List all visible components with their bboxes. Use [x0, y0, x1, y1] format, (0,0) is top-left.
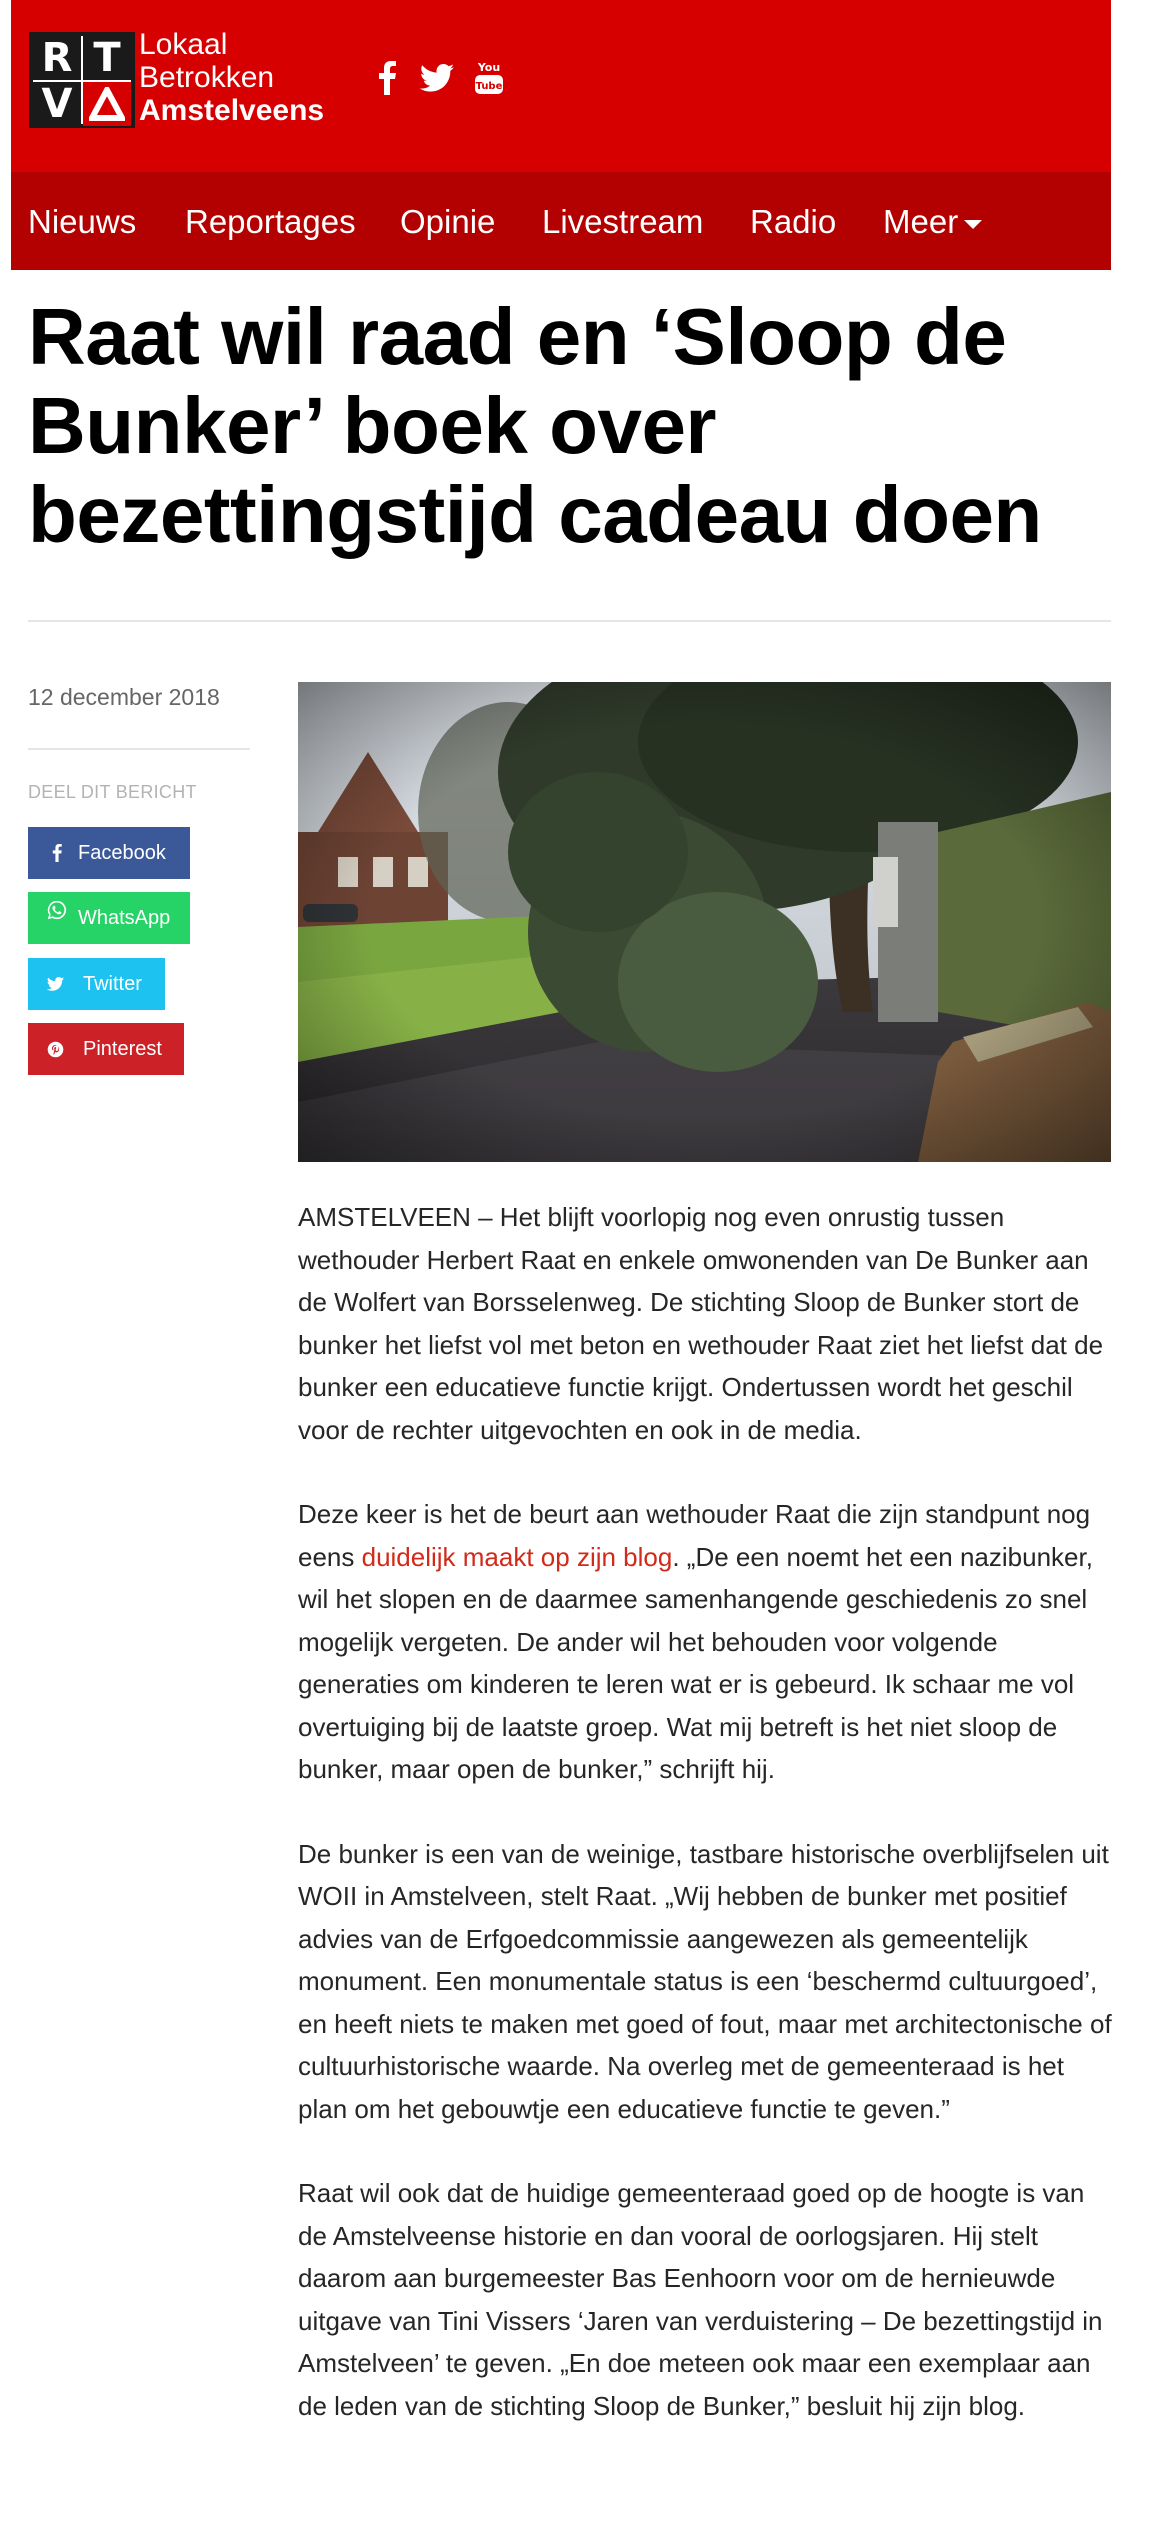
nav-item-opinie[interactable]: Opinie: [400, 203, 496, 240]
logo-letter-t: T: [83, 36, 131, 80]
paragraph-2-text-after: . „De een noemt het een nazibunker, wil het slopen en de daarmee samenhangende geschiedenis zo snel mogelijk vergeten. De ander wil het behouden voor volgende generaties om kinderen te leren wat er is gebeurd. Ik schaar me vol overtuiging bij de laatste groep. Wat mij betreft is het niet sloop de bunker, maar open de bunker,” schrijft hij.: [298, 1541, 1093, 1784]
share-facebook-button[interactable]: [28, 827, 190, 879]
rtva-logo[interactable]: [29, 32, 135, 128]
share-pinterest-button[interactable]: [28, 1023, 184, 1075]
share-whatsapp-button[interactable]: [28, 892, 190, 944]
svg-text:Tube: Tube: [475, 81, 503, 92]
logo-letter-a: [83, 82, 131, 126]
paragraph-2-text-before: Deze keer is het de beurt aan wethouder Raat die zijn standpunt nog eens: [298, 1499, 1091, 1572]
youtube-icon[interactable]: [473, 58, 505, 98]
title-divider: [28, 620, 1111, 622]
share-pinterest-label: Pinterest: [83, 1037, 162, 1060]
article-paragraph-2: [298, 1493, 1113, 1791]
article-paragraph-4: Raat wil ook dat de huidige gemeenteraad goed op de hoogte is van de Amstelveense historie en dan vooral de oorlogsjaren. Hij stelt daarom aan burgemeester Bas Eenhoorn voor om de hernieuwde uitgave van Tini Vissers ‘Jaren van verduistering – De bezettingstijd in Amstelveen’ te geven. „En doe meteen ook maar een exemplaar aan de leden van de stichting Sloop de Bunker,” besluit hij zijn blog.: [298, 2178, 1103, 2421]
logo-line-2: Betrokken: [139, 61, 275, 94]
nav-item-radio[interactable]: Radio: [750, 203, 837, 240]
svg-text:You: You: [477, 61, 501, 74]
logo-line-1: Lokaal: [139, 28, 228, 61]
logo-letter-v: V: [33, 82, 81, 126]
bunker-photo: [298, 682, 1111, 1162]
share-facebook-label: Facebook: [78, 841, 166, 864]
nav-item-meer-label: Meer: [883, 203, 959, 240]
twitter-icon: [46, 958, 64, 1010]
site-header: [11, 0, 1111, 172]
logo-letter-r: R: [33, 36, 81, 80]
article-paragraph-3: De bunker is een van de weinige, tastbare historische overblijfselen uit WOII in Amstelveen, stelt Raat. „Wij hebben de bunker met positief advies van de Erfgoedcommissie aangewezen als gemeentelijk monument. Een monumentale status is een ‘beschermd cultuurgoed’, en heeft niets te maken met goed of fout, maar met architectonische of cultuurhistorische waarde. Na overleg met de gemeenteraad is het plan om het gebouwtje een educatieve functie te geven.”: [298, 1838, 1112, 2124]
facebook-icon[interactable]: [375, 58, 399, 98]
article-date: 12 december 2018: [28, 684, 220, 710]
article-paragraph-1: AMSTELVEEN – Het blijft voorlopig nog even onrustig tussen wethouder Herbert Raat en enkele omwonenden van De Bunker aan de Wolfert van Borsselenweg. De stichting Sloop de Bunker stort de bunker het liefst vol met beton en wethouder Raat ziet het liefst dat de bunker een educatieve functie krijgt. Ondertussen wordt het geschil voor de rechter uitgevochten en ook in de media.: [298, 1202, 1104, 1445]
nav-item-reportages[interactable]: Reportages: [185, 203, 356, 240]
share-twitter-label: Twitter: [83, 972, 142, 995]
logo-triangle-icon: [89, 87, 125, 121]
facebook-icon: [50, 827, 64, 879]
article-body: [298, 1196, 1113, 2469]
twitter-icon[interactable]: [419, 58, 455, 98]
share-whatsapp-label: WhatsApp: [78, 906, 171, 929]
article-title: Raat wil raad en ‘Sloop de Bunker’ boek over bezettingstijd cadeau doen: [28, 292, 1042, 559]
nav-item-livestream[interactable]: Livestream: [542, 203, 704, 240]
logo-line-3: Amstelveens: [139, 94, 325, 127]
sidebar-divider: [28, 748, 250, 750]
whatsapp-icon: [46, 876, 68, 944]
nav-item-meer[interactable]: [883, 202, 982, 242]
share-label: DEEL DIT BERICHT: [28, 782, 197, 802]
blog-link[interactable]: duidelijk maakt op zijn blog: [361, 1541, 673, 1572]
logo-tagline[interactable]: [139, 28, 324, 127]
caret-down-icon: [964, 220, 982, 229]
pinterest-icon: [46, 1023, 64, 1075]
main-nav: [11, 172, 1111, 270]
nav-item-nieuws[interactable]: Nieuws: [28, 203, 137, 240]
share-twitter-button[interactable]: [28, 958, 165, 1010]
article-photo: [298, 682, 1111, 1162]
